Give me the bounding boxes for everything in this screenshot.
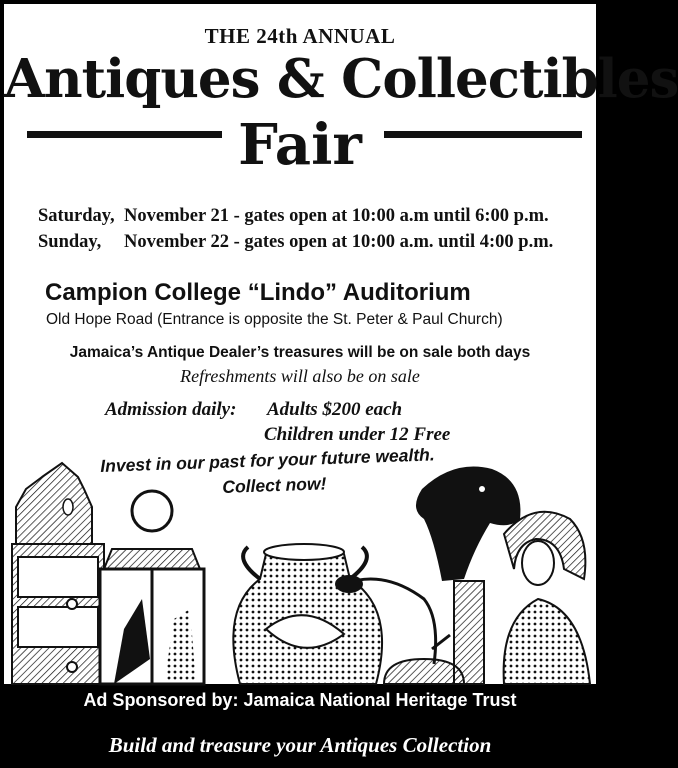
event-edition: THE 24th ANNUAL (204, 24, 396, 48)
slogan-line-2: Collect now! (222, 473, 327, 497)
bonnet-lady-icon (504, 512, 590, 684)
schedule-day-sunday: Sunday, (38, 232, 102, 252)
admission-children: Children under 12 Free (264, 424, 451, 445)
venue-address: Old Hope Road (Entrance is opposite the St. Peter & Paul Church) (46, 311, 503, 328)
venue-name: Campion College “Lindo” Auditorium (45, 279, 471, 306)
sponsor-credit: Ad Sponsored by: Jamaica National Heritage Trust (83, 690, 517, 710)
event-title-line-1: Antiques & Collectibles (4, 48, 678, 110)
schedule-detail-saturday: November 21 - gates open at 10:00 a.m until 6:00 p.m. (124, 206, 549, 226)
footer-tagline: Build and treasure your Antiques Collection (108, 733, 492, 757)
admission-label: Admission daily: (105, 399, 237, 420)
admission-adults: Adults $200 each (267, 399, 403, 420)
lantern-icon (100, 491, 204, 684)
dealers-note: Jamaica’s Antique Dealer’s treasures will be on sale both days (69, 344, 531, 361)
poster-sheet (4, 4, 678, 684)
event-title-line-2: Fair (238, 112, 362, 178)
vase-icon (233, 544, 382, 684)
slogan-line-1: Invest in our past for your future wealth. (100, 444, 435, 476)
schedule-day-saturday: Saturday, (38, 206, 115, 226)
schedule-detail-sunday: November 22 - gates open at 10:00 a.m. until 4:00 p.m. (124, 232, 554, 252)
refreshments-note: Refreshments will also be on sale (180, 366, 420, 386)
cabinet-icon (12, 463, 104, 684)
